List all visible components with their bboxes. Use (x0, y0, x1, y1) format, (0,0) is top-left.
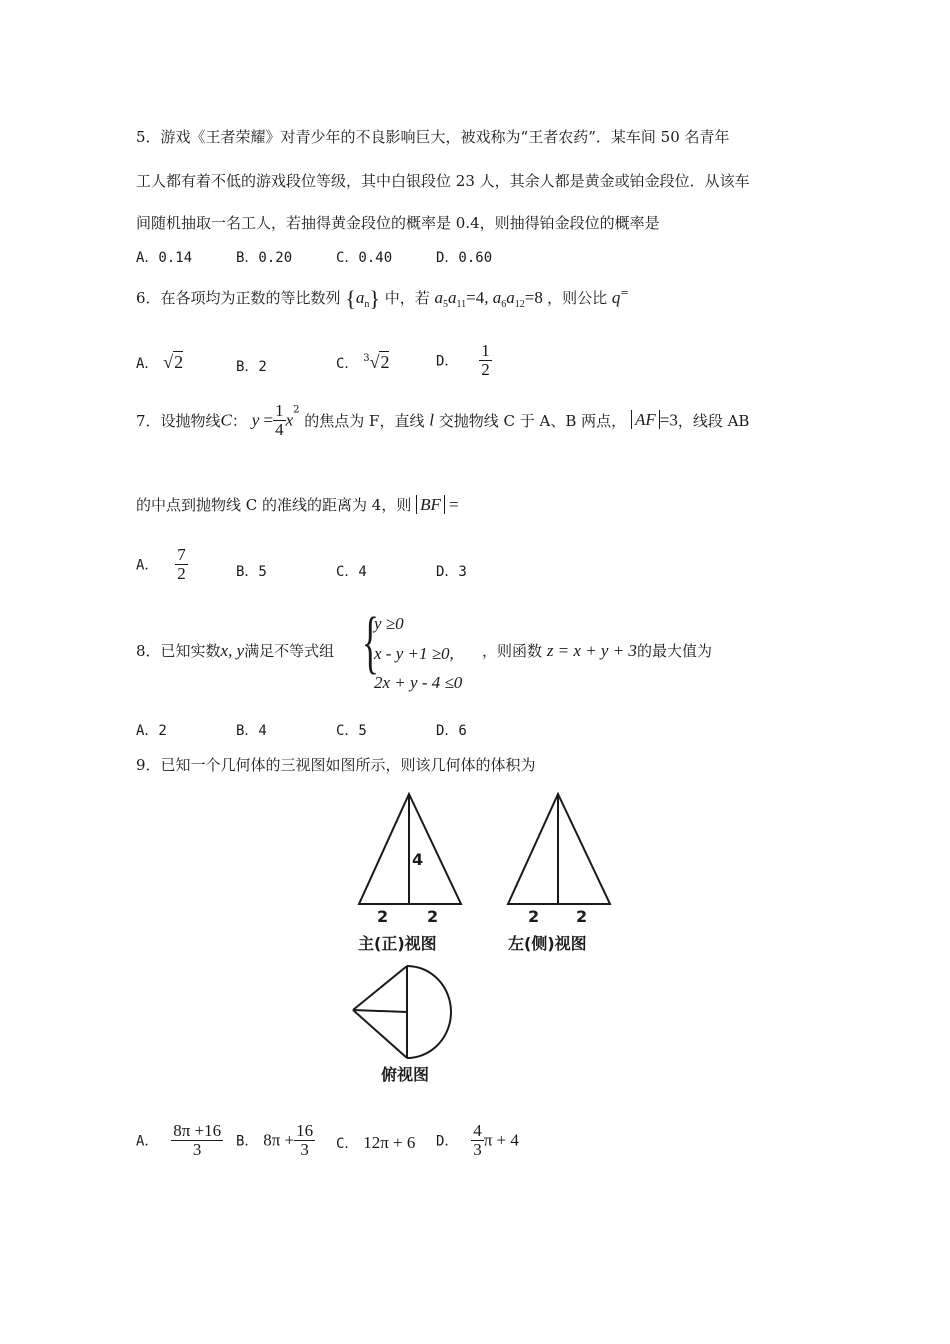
q7-option-b: B．5 (236, 564, 267, 580)
sqrt-symbol: √2 (163, 352, 184, 372)
q9-option-b: B． 8π + $\frac{16}{3}$ (236, 1121, 314, 1159)
top-view-caption: 俯视图 (381, 1065, 430, 1084)
abs-af: AF (631, 410, 660, 429)
q6-option-d: D． $\frac{1}{2}$ (436, 341, 490, 379)
q7-line-2: 的中点到抛物线 C 的准线的距离为 4，则 BF = (136, 495, 459, 514)
q5-line-2: 工人都有着不低的游戏段位等级，其中白银段位 23 人，其余人都是黄金或铂金段位．从该车 (136, 172, 750, 190)
sqrt-symbol: √2 (369, 352, 390, 372)
right-brace-symbol: } (369, 286, 380, 311)
top-view (353, 966, 451, 1058)
q7-stem: 7．设抛物线C： y = $\frac{1}{4}$ $x^2$ 的焦点为 F，直线 l 交抛物线 C 于 A、B 两点， AF =3，线段 AB (136, 401, 750, 439)
q8-prefix-line: 8．已知实数x, y满足不等式组 (136, 641, 335, 660)
q7-option-a: A． $\frac{7}{2}$ (136, 545, 186, 583)
q8-option-a: A．2 (136, 723, 167, 739)
q5-line-1: 5．游戏《王者荣耀》对青少年的不良影响巨大，被戏称为“王者农药”．某车间 50 名青年 (136, 128, 730, 146)
q8-condition-1: y ≥0 (374, 614, 404, 633)
q8-condition-2: x - y +1 ≥0, (374, 644, 454, 663)
q9-option-c: C． 12π + 6 (336, 1133, 416, 1152)
q6-seq-var: a (355, 288, 365, 307)
q5-option-d: D．0.60 (436, 250, 493, 266)
front-right-width-label: 2 (427, 907, 439, 926)
q6-mid: 中，若 (384, 289, 430, 307)
q8-option-d: D．6 (436, 723, 467, 739)
q6-suffix: ，则公比 (547, 289, 608, 307)
q6-option-c: C． $^3$√2 (336, 352, 390, 372)
q5-option-b: B．0.20 (236, 250, 293, 266)
q6-equation: $a_5a_{11}=4$, $a_6a_{12}=8$ (434, 288, 543, 310)
left-brace-symbol: { (345, 286, 356, 311)
q8-suffix-line: ，则函数 z = x + y + 3的最大值为 (482, 641, 712, 660)
front-view-caption: 主(正)视图 (358, 934, 437, 953)
q7-option-d: D．3 (436, 564, 467, 580)
front-height-label: 4 (412, 850, 424, 869)
side-right-width-label: 2 (576, 907, 588, 926)
side-left-width-label: 2 (528, 907, 540, 926)
q6-q-eq: = (620, 288, 629, 299)
q5-line-3: 间随机抽取一名工人，若抽得黄金段位的概率是 0.4，则抽得铂金段位的概率是 (136, 214, 660, 232)
q9-stem: 9．已知一个几何体的三视图如图所示，则该几何体的体积为 (136, 756, 536, 774)
q6-option-b: B．2 (236, 359, 267, 375)
q7-option-c: C．4 (336, 564, 367, 580)
q6-stem (136, 286, 629, 312)
q6-q-var: q (611, 288, 621, 307)
q8-option-c: C．5 (336, 723, 367, 739)
q8-condition-3: 2x + y - 4 ≤0 (374, 673, 463, 692)
q6-option-a: A． √2 (136, 352, 184, 372)
q9-option-a: A． $\frac{8\pi +16}{3}$ (136, 1121, 222, 1159)
q5-option-a: A．0.14 (136, 250, 193, 266)
front-left-width-label: 2 (377, 907, 389, 926)
side-view (508, 794, 610, 904)
system-brace: { (362, 604, 379, 681)
q5-option-c: C．0.40 (336, 250, 393, 266)
side-view-caption: 左(侧)视图 (508, 934, 587, 953)
q6-prefix: 6．在各项均为正数的等比数列 (136, 289, 341, 307)
front-view (359, 794, 461, 904)
q8-option-b: B．4 (236, 723, 267, 739)
abs-bf: BF (416, 495, 445, 514)
q9-option-d: D． $\frac{4}{3}$ π + 4 (436, 1121, 519, 1159)
q6-seq-sub: n (364, 299, 370, 310)
